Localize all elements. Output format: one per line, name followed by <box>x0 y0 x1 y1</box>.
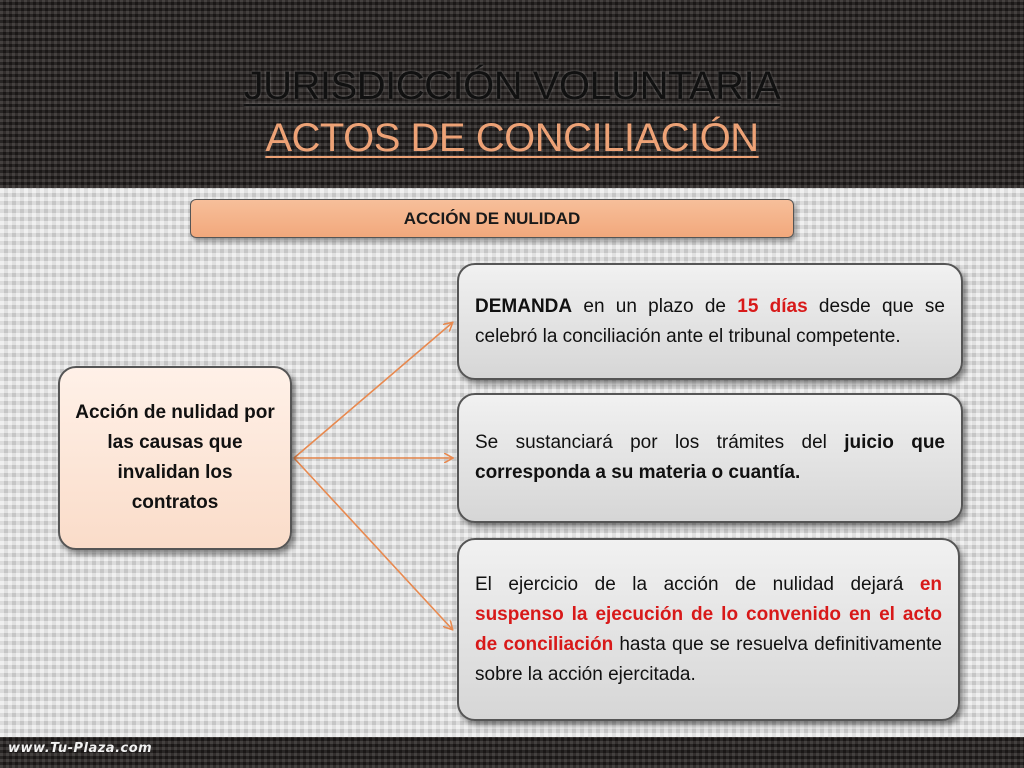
watermark-logo: www.Tu-Plaza.com <box>8 741 153 756</box>
node-nullity-action-text: Acción de nulidad por las causas que invalidan los contratos <box>75 402 275 513</box>
footer <box>0 737 1024 768</box>
arrow-to-box1 <box>294 323 452 458</box>
node-suspension-text <box>475 570 942 690</box>
arrow-to-box3 <box>294 458 452 629</box>
suspension-highlight: en suspenso la ejecución de lo convenido en el acto de conciliación <box>475 573 942 655</box>
procedure-text-a: Se sustanciará por los trámites del <box>475 432 845 453</box>
page-subtitle: ACTOS DE CONCILIACIÓN <box>265 116 759 160</box>
demand-keyword: DEMANDA <box>475 295 573 317</box>
node-nullity-action <box>58 366 292 550</box>
suspension-text-a: El ejercicio de la acción de nulidad dejará <box>475 573 920 595</box>
node-demand <box>457 263 963 380</box>
node-demand-text <box>475 292 945 352</box>
demand-text-a: en un plazo de <box>572 295 738 317</box>
procedure-text-b: juicio que corresponda a su materia o cuantía. <box>475 432 945 483</box>
node-procedure <box>457 393 963 523</box>
demand-deadline: 15 días <box>737 295 808 317</box>
demand-text-b: desde que se celebró la conciliación ante el tribunal competente. <box>475 295 945 347</box>
node-procedure-text <box>475 428 945 488</box>
suspension-text-b: hasta que se resuelva definitivamente sobre la acción ejercitada. <box>475 633 942 685</box>
node-suspension <box>457 538 960 721</box>
page-title: JURISDICCIÓN VOLUNTARIA <box>243 64 781 108</box>
section-banner: ACCIÓN DE NULIDAD <box>190 199 794 238</box>
